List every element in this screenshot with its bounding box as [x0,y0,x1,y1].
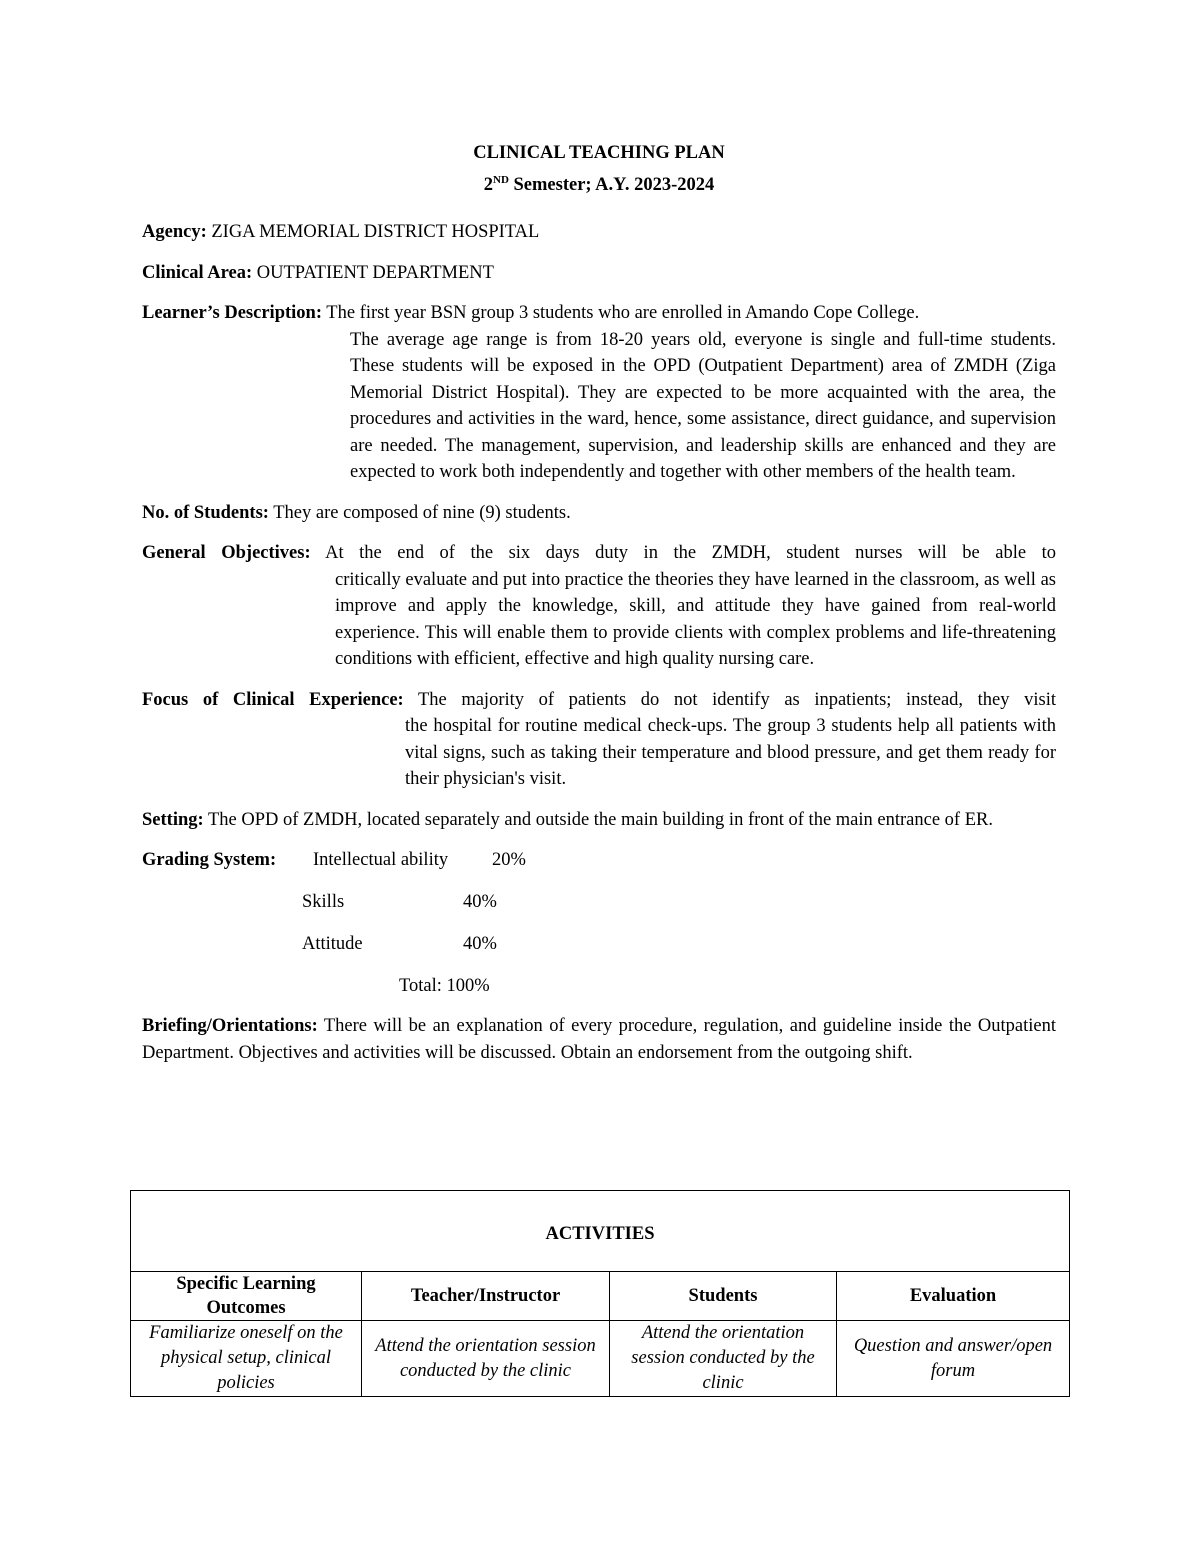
table-row [131,1321,1070,1397]
learner-description-label: Learner’s Description: [142,303,322,323]
focus-field [142,687,1056,793]
general-objectives-body: critically evaluate and put into practice the theories they have learned in the classroom, as well as improve and apply the knowledge, skill, and attitude they have gained from real-world experience. This will enable them to provide clients with complex problems and life-threatening conditions with efficient, effective and high quality nursing care. [335,569,1056,669]
briefing-field [142,1013,1056,1066]
grading-item-percent: 20% [492,850,526,870]
grading-row [142,889,1056,915]
table-header-row [131,1272,1070,1321]
cell-outcome: Familiarize oneself on the physical setup, clinical policies [131,1321,362,1397]
semester-text: Semester; A.Y. 2023-2024 [508,175,715,195]
clinical-area-field [142,260,1056,287]
agency-value: ZIGA MEMORIAL DISTRICT HOSPITAL [206,222,540,242]
grading-item-percent: 40% [463,934,497,954]
general-objectives-first-line: At the end of the six days duty in the ZMDH, student nurses will be able to [310,543,1057,563]
grading-item-name: Attitude [302,934,363,954]
setting-field [142,807,1056,834]
grading-label: Grading System: [142,850,277,870]
learner-description-field [142,300,1056,486]
cell-evaluation: Question and answer/open forum [837,1321,1070,1397]
document-page [142,140,1056,1066]
students-value: They are composed of nine (9) students. [268,502,571,523]
clinical-area-value: OUTPATIENT DEPARTMENT [252,262,494,283]
grading-total: Total: 100% [399,976,490,996]
column-header-evaluation: Evaluation [837,1272,1070,1321]
setting-value: The OPD of ZMDH, located separately and outside the main building in front of the main entrance of ER. [203,809,993,830]
briefing-value: There will be an explanation of every procedure, regulation, and guideline inside the Outpatient Department. Objectives and activities will be discussed. Obtain an endorsement from the outgoing shift. [142,1016,1056,1063]
document-title [142,140,1056,199]
cell-teacher: Attend the orientation session conducted by the clinic [362,1321,610,1397]
agency-label: Agency: [142,222,207,242]
grading-item-name: Skills [302,892,345,912]
semester-superscript: ND [493,174,509,186]
grading-item-name: Intellectual ability [313,850,449,870]
activities-caption: ACTIVITIES [131,1191,1070,1272]
column-header-outcomes: Specific Learning Outcomes [131,1272,362,1321]
column-header-teacher: Teacher/Instructor [362,1272,610,1321]
learner-description-first-line: The first year BSN group 3 students who are enrolled in Amando Cope College. [321,303,920,323]
semester-line [142,167,1056,199]
learner-description-body: The average age range is from 18-20 years old, everyone is single and full-time students. These students will be exposed in the OPD (Outpatient Department) area of ZMDH (Ziga Memorial District Hospital). They are expected to be more acquainted with the area, the procedures and activities in the ward, hence, some assistance, direct guidance, and supervision are needed. The management, supervision, and leadership skills are enhanced and they are expected to work both independently and together with other members of the health team. [350,329,1056,482]
grading-row [142,847,1056,873]
grading-item-percent: 40% [463,892,497,912]
clinical-area-label: Clinical Area: [142,262,253,283]
focus-label: Focus of Clinical Experience: [142,689,404,710]
grading-total-row [142,973,1056,999]
briefing-label: Briefing/Orientations: [142,1016,318,1036]
activities-caption-row [131,1191,1070,1272]
students-label: No. of Students: [142,502,269,523]
setting-label: Setting: [142,809,204,830]
students-field [142,500,1056,527]
focus-first-line: The majority of patients do not identify as inpatients; instead, they visit [403,689,1056,710]
grading-row [142,931,1056,957]
activities-table [130,1190,1070,1397]
grading-system-field [142,847,1056,999]
general-objectives-label: General Objectives: [142,543,311,563]
column-header-students: Students [610,1272,837,1321]
semester-number: 2 [483,175,493,195]
cell-students: Attend the orientation session conducted by the clinic [610,1321,837,1397]
general-objectives-field [142,540,1056,673]
focus-body: the hospital for routine medical check-ups. The group 3 students help all patients with vital signs, such as taking their temperature and blood pressure, and get them ready for their physician's visit. [405,716,1056,789]
title-line: CLINICAL TEACHING PLAN [473,143,725,163]
agency-field [142,219,1056,246]
